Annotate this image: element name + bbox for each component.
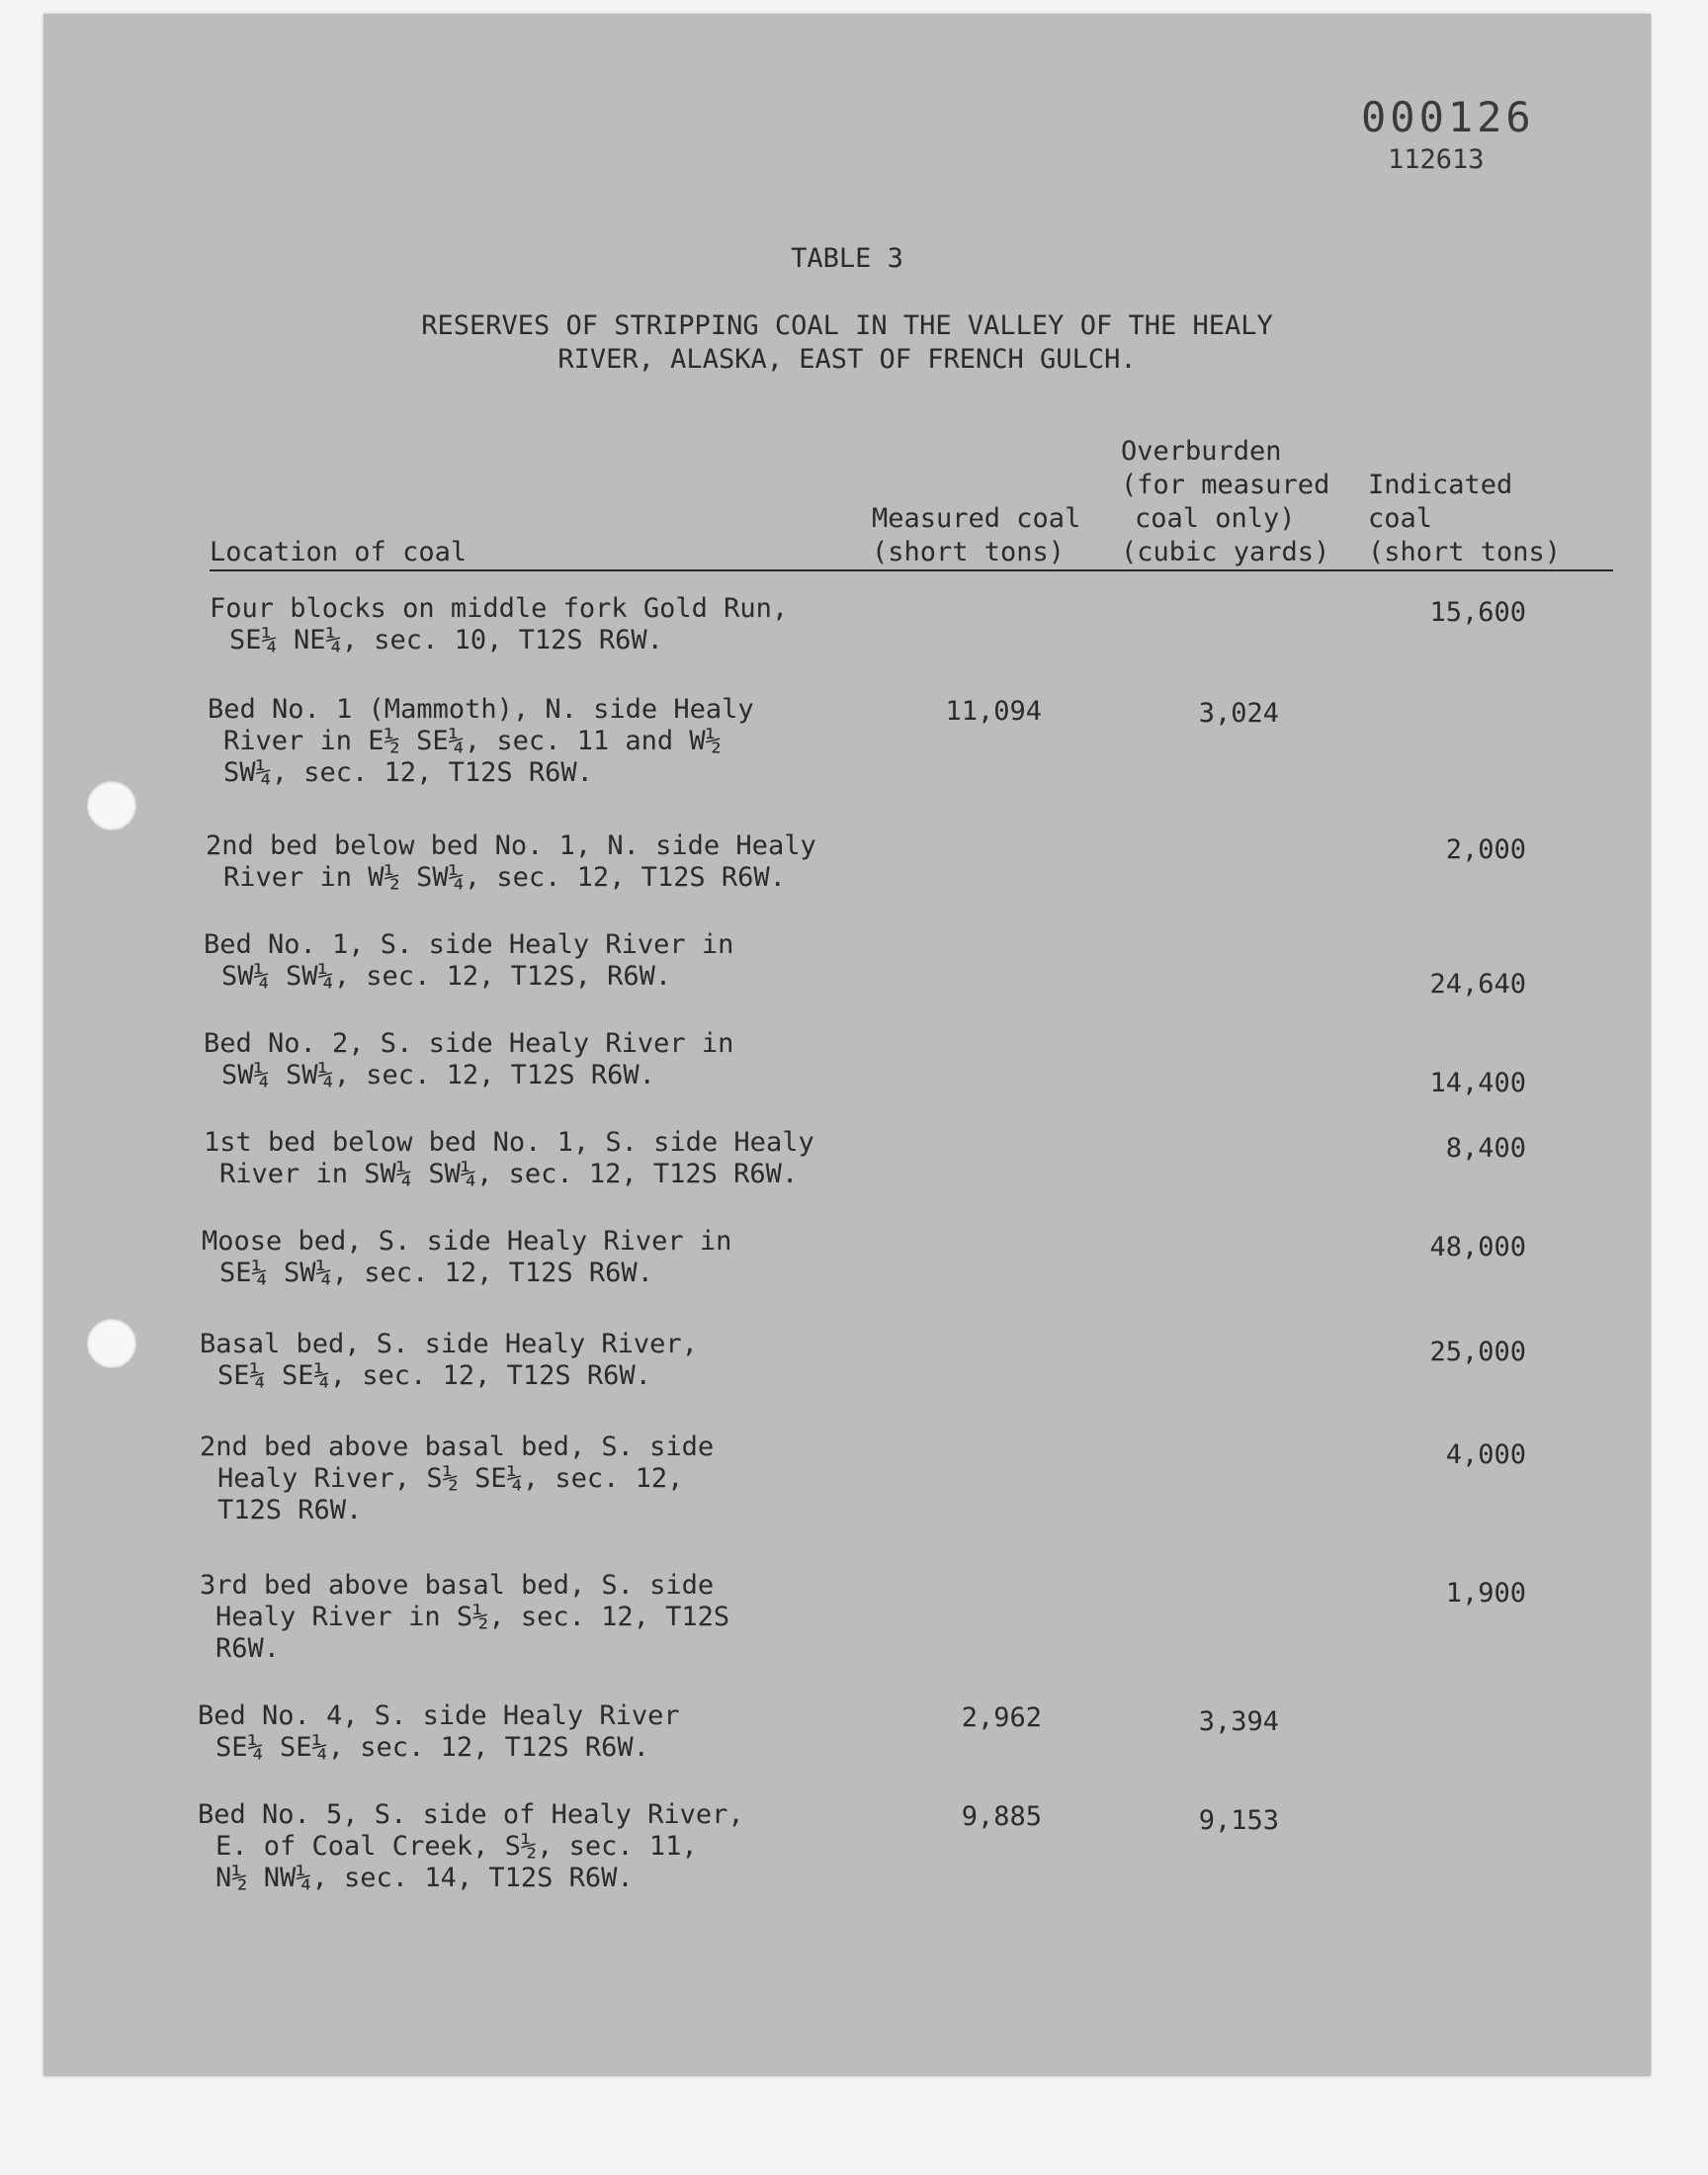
overburden-value: 3,394: [1198, 1706, 1279, 1737]
row-location-line: E. of Coal Creek, S½, sec. 11,: [215, 1831, 698, 1862]
overburden-value: 9,153: [1198, 1805, 1279, 1836]
indicated-coal-value: 4,000: [1445, 1439, 1526, 1470]
row-location-line: SE¼ SE¼, sec. 12, T12S R6W.: [217, 1360, 651, 1391]
row-location-line: T12S R6W.: [217, 1495, 363, 1525]
header-indicated-line-1: Indicated: [1368, 470, 1513, 500]
row-location-line: River in W½ SW¼, sec. 12, T12S R6W.: [223, 862, 786, 893]
indicated-coal-value: 25,000: [1429, 1337, 1526, 1367]
indicated-coal-value: 15,600: [1429, 597, 1526, 628]
row-location-line: Basal bed, S. side Healy River,: [200, 1329, 698, 1359]
row-location-line: Bed No. 1, S. side Healy River in: [204, 929, 734, 960]
row-location-line: 3rd bed above basal bed, S. side: [200, 1570, 715, 1601]
indicated-coal-value: 2,000: [1445, 834, 1526, 865]
header-measured-line-1: Measured coal: [872, 503, 1081, 534]
row-location-line: Bed No. 1 (Mammoth), N. side Healy: [208, 694, 754, 725]
row-location-line: Moose bed, S. side Healy River in: [202, 1226, 732, 1257]
header-overburden-line-3: coal only): [1135, 503, 1296, 534]
measured-coal-value: 9,885: [961, 1801, 1042, 1832]
row-location-line: SE¼ SE¼, sec. 12, T12S R6W.: [215, 1732, 649, 1763]
document-number-stamp: 000126: [1361, 93, 1535, 141]
row-location-line: SE¼ SW¼, sec. 12, T12S R6W.: [219, 1258, 653, 1288]
indicated-coal-value: 24,640: [1429, 969, 1526, 1000]
row-location-line: N½ NW¼, sec. 14, T12S R6W.: [215, 1863, 634, 1893]
row-location-line: SW¼ SW¼, sec. 12, T12S, R6W.: [221, 961, 672, 992]
row-location-line: SW¼ SW¼, sec. 12, T12S R6W.: [221, 1060, 655, 1090]
measured-coal-value: 2,962: [961, 1702, 1042, 1733]
table-label: TABLE 3: [791, 243, 903, 274]
row-location-line: River in SW¼ SW¼, sec. 12, T12S R6W.: [219, 1159, 799, 1189]
row-location-line: 2nd bed below bed No. 1, N. side Healy: [206, 830, 816, 861]
header-indicated-line-3: (short tons): [1368, 537, 1562, 567]
serial-number: 112613: [1388, 144, 1485, 175]
document-page: [43, 14, 1651, 2076]
row-location-line: River in E½ SE¼, sec. 11 and W½: [223, 726, 722, 756]
header-rule: [210, 569, 1613, 571]
row-location-line: 2nd bed above basal bed, S. side: [200, 1432, 715, 1462]
table-title-line-1: RESERVES OF STRIPPING COAL IN THE VALLEY OF THE HEALY: [421, 310, 1273, 341]
row-location-line: Healy River in S½, sec. 12, T12S: [215, 1602, 730, 1632]
indicated-coal-value: 48,000: [1429, 1232, 1526, 1262]
header-location: Location of coal: [210, 537, 468, 567]
indicated-coal-value: 1,900: [1445, 1578, 1526, 1609]
indicated-coal-value: 14,400: [1429, 1068, 1526, 1098]
header-overburden-line-1: Overburden: [1121, 436, 1282, 467]
measured-coal-value: 11,094: [945, 696, 1042, 727]
header-measured-line-2: (short tons): [872, 537, 1066, 567]
row-location-line: Bed No. 2, S. side Healy River in: [204, 1028, 734, 1059]
overburden-value: 3,024: [1198, 698, 1279, 729]
row-location-line: SW¼, sec. 12, T12S R6W.: [223, 757, 593, 788]
row-location-line: Bed No. 5, S. side of Healy River,: [198, 1799, 744, 1830]
header-overburden-line-2: (for measured: [1121, 470, 1330, 500]
indicated-coal-value: 8,400: [1445, 1133, 1526, 1164]
row-location-line: SE¼ NE¼, sec. 10, T12S R6W.: [229, 625, 663, 655]
row-location-line: R6W.: [215, 1633, 281, 1664]
header-overburden-line-4: (cubic yards): [1121, 537, 1330, 567]
row-location-line: Healy River, S½ SE¼, sec. 12,: [217, 1463, 684, 1494]
punch-hole: [87, 1319, 136, 1368]
header-indicated-line-2: coal: [1368, 503, 1433, 534]
table-title-line-2: RIVER, ALASKA, EAST OF FRENCH GULCH.: [557, 344, 1137, 375]
punch-hole: [87, 781, 136, 830]
row-location-line: Bed No. 4, S. side Healy River: [198, 1700, 680, 1731]
row-location-line: Four blocks on middle fork Gold Run,: [210, 593, 789, 624]
row-location-line: 1st bed below bed No. 1, S. side Healy: [204, 1127, 814, 1158]
